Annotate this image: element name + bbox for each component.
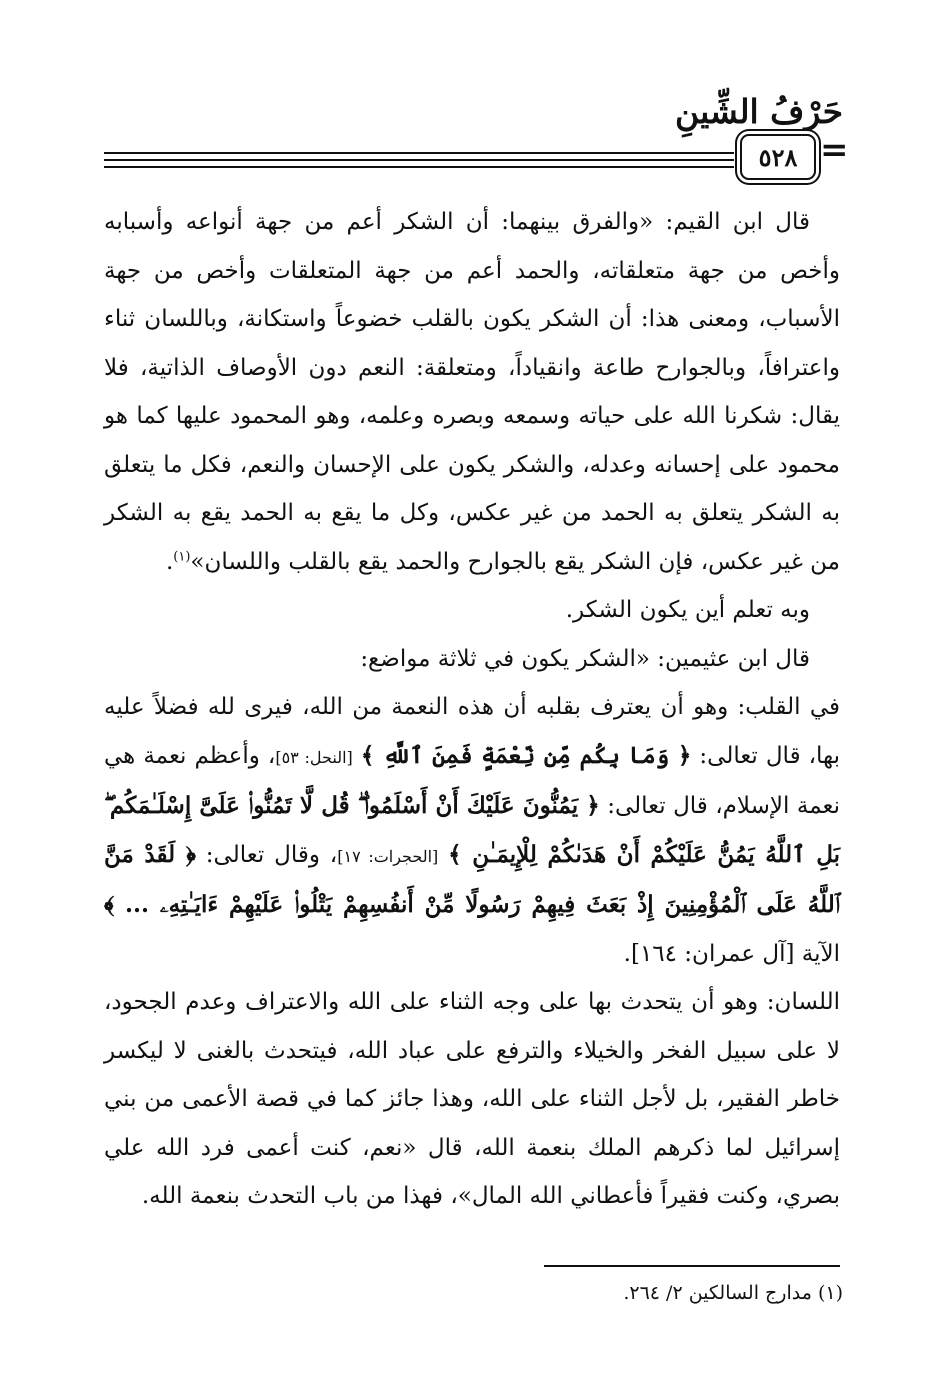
- paragraph-text: الآية: [794, 940, 840, 967]
- header-rule: [104, 166, 734, 168]
- verse-reference: [آل عمران: ١٦٤]: [630, 940, 795, 967]
- quran-verse: ﴿ يَمُنُّونَ عَلَيْكَ أَنْ أَسْلَمُوا۟ ۖ قُل لَّا تَمُنُّوا۟ عَلَىَّ إِسْلَـٰمَكُم ۖ بَلِ ٱللَّهُ يَمُنُّ عَلَيْكُمْ أَنْ هَدَىٰكُمْ لِلْإِيمَـٰنِ ﴾: [104, 792, 841, 868]
- page-number: ٥٢٨: [740, 134, 816, 180]
- paragraph-text: في القلب: وهو أن يعترف بقلبه أن هذه النعمة من الله، فيرى لله فضلاً عليه بها، قال تعالى:: [104, 694, 841, 769]
- quran-verse: ﴿ لَقَدْ مَنَّ ٱللَّهُ عَلَى ٱلْمُؤْمِنِينَ إِذْ بَعَثَ فِيهِمْ رَسُولًا مِّنْ أَنفُسِهِمْ يَتْلُوا۟ عَلَيْهِمْ ءَايَـٰتِهِۦ ... ﴾: [104, 840, 840, 918]
- footnote: (١) مدارج السالكين ٢/ ٢٦٤.: [623, 1282, 843, 1304]
- paragraph-ibn-uthaymin: قال ابن عثيمين: «الشكر يكون في ثلاثة مواضع:: [360, 645, 810, 672]
- paragraph-text: ، وأعظم نعمة هي نعمة الإسلام، قال تعالى:: [104, 742, 840, 819]
- paragraph-heart: [104, 683, 840, 978]
- paragraph-end: .: [165, 548, 174, 575]
- chapter-title: حَرْفُ الشِّينِ: [674, 92, 843, 131]
- paragraph-text: ، وقال تعالى:: [195, 841, 338, 868]
- verse-reference: [الحجرات: ١٧]: [337, 846, 439, 866]
- main-text: [104, 198, 840, 1221]
- verse-reference: [النحل: ٥٣]: [275, 747, 353, 767]
- quran-verse: ﴿ وَمَا بِكُم مِّن نِّعْمَةٍ فَمِنَ ٱللَّهِ ﴾: [360, 741, 692, 769]
- header-rule: [104, 159, 734, 161]
- paragraph-ibn-qayyim: [104, 198, 840, 586]
- paragraph-end: .: [623, 940, 631, 967]
- header-mark: =: [820, 130, 849, 170]
- footnote-ref: (١): [173, 548, 191, 564]
- footnote-rule: [544, 1265, 840, 1267]
- paragraph-text: قال ابن القيم: «والفرق بينهما: أن الشكر أعم من جهة أنواعه وأسبابه وأخص من جهة متعلقاته، والحمد أعم من جهة المتعلقات وأخص من جهة الأسباب، ومعنى هذا: أن الشكر يكون بالقلب خضوعاً واستكانة، وباللسان ثناء واعترافاً، وبالجوارح طاعة وانقياداً، ومتعلقة: النعم دون الأوصاف الذاتية، فلا يقال: شكرنا الله على حياته وسمعه وبصره وعلمه، وهو المحمود عليها كما هو محمود على إحسانه وعدله، والشكر يكون على الإحسان والنعم، فكل ما يتعلق به الشكر يتعلق به الحمد من غير عكس، وكل ما يقع به الحمد يقع به الشكر من غير عكس، فإن الشكر يقع بالجوارح والحمد يقع بالقلب واللسان»: [104, 209, 841, 575]
- header-rule: [104, 152, 734, 154]
- paragraph-tongue: اللسان: وهو أن يتحدث بها على وجه الثناء على الله والاعتراف وعدم الجحود، لا على سبيل الفخر والخيلاء والترفع على عباد الله، فيتحدث بالغنى لا ليكسر خاطر الفقير، بل لأجل الثناء على الله، وهذا جائز كما في قصة الأعمى من بني إسرائيل لما ذكرهم الملك بنعمة الله، قال «نعم، كنت أعمى فرد الله علي بصري، وكنت فقيراً فأعطاني الله المال»، فهذا من باب التحدث بنعمة الله.: [104, 989, 840, 1209]
- paragraph-where-thanks: وبه تعلم أين يكون الشكر.: [565, 597, 810, 623]
